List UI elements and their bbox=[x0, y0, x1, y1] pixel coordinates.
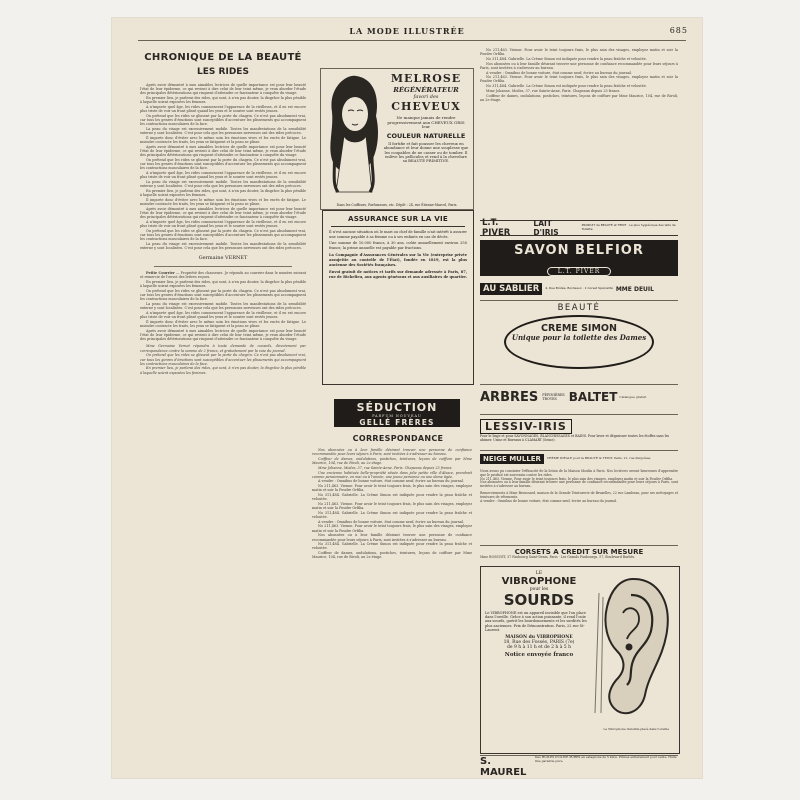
corsets-brand: CORSETS A CREDIT SUR MESURE bbox=[514, 548, 644, 556]
melrose-text2: Il fortifie et fait pousser les cheveux en abondance et leur donne une souplesse que les coupables de ne casser ou de tomber. Il enlève les pellicules et rend à la chevelure sa BEAUTÉ PRIMITIVE. bbox=[383, 140, 469, 164]
assurance-ad bbox=[322, 210, 474, 385]
vibro-caption: Le Vibrophone invisible placé dans l'oreille bbox=[603, 727, 669, 731]
assurance-p4: Envoi gratuit de notices et tarifs sur demande adressée à Paris, 87, rue de Richelieu, aux agents généraux et aux auxiliaires de quartier. bbox=[329, 270, 467, 279]
petit-courrier-heading: Petite Courrier bbox=[146, 271, 175, 276]
paragraph: On prétend que les rides se glissent par la porte du chagrin. Ce n'est pas absolument vrai, car tous les genres d'émotions sont susceptibles d'accentuer les plissements qui accompagnent les contractions musculaires de la face. bbox=[140, 289, 306, 302]
magazine-title: LA MODE ILLUSTRÉE bbox=[349, 26, 465, 36]
simon-top: BEAUTÉ bbox=[557, 303, 601, 313]
petit-courrier: Petite Courrier — Propriété des chasseurs. Je réponds au courrier dans le numéro suivant et remercie de l'envoi des lettres reçues. En premier lieu, je parlerai des rides, qui sont, à n'en pas douter, la disgrâce la plus pénible à laquelle soient exposées les femmes. On prétend que les rides se glissent par la porte du chagrin. Ce n'est pas absolument vrai, car tous les genres d'émotions sont susceptibles d'accentuer les plissements qui accompagnent les contractions musculaires de la face. La peau du visage est excessivement mobile. Toutes les manifestations de la sensibilité externe y sont localisées. C'est pour cela que les personnes nerveuses ont des rides précoces. A n'importe quel âge, les rides commencent l'apparence de la vieillesse, et il en est encore plus triste de voir un front plissé quand les yeux et le sourire sont restés jeunes. Il importe donc d'éviter avec le même soin les émotions vives et les excès de fatigue. Le moindre contracte les traits, les yeux se fatiguent et la peau se plisse. Après avoir démontré à mes aimables lectrices de quelle importance est pour leur beauté l'état de leur épiderme, ce qui revient à dire celui de leur teint même, je veux aborder l'étude des principales détériorations qui risquent d'atteindre ce fascinateur à conquête du visage. bbox=[140, 271, 307, 342]
melrose-brand: MELROSE bbox=[390, 72, 462, 85]
paragraph: Coiffeur de dames, ondulations, postiches, teintures, leçons de coiffure par Mme Maurice, 104, rue de Rivoli, au 2e étage. bbox=[480, 93, 678, 102]
paragraph: No 211,463. Vienne. Pour avoir le teint toujours frais, le plus sain des visages, employez matin et soir la Poudre Orfilia. bbox=[312, 524, 472, 533]
magazine-page bbox=[112, 18, 702, 778]
vibrophone-ad bbox=[480, 566, 680, 754]
seduction-brand: SÉDUCTION bbox=[356, 401, 438, 414]
paragraph: Après avoir démontré à mes aimables lectrices de quelle importance est pour leur beauté l'état de leur épiderme, ce qui revient à dire celui de leur teint même, je veux aborder l'étude des principales détériorations qui risquent d'atteindre ce fascinateur à conquête du visage. bbox=[140, 83, 306, 96]
vibro-pour: pour les bbox=[529, 587, 549, 592]
paragraph: En premier lieu, je parlerai des rides, qui sont, à n'en pas douter, la disgrâce la plus pénible à laquelle soient exposées les femmes. bbox=[140, 366, 306, 375]
paragraph: Nos abonnées ou à leur famille désirant trouver une personne de confiance recommandée pour leurs séjours à Paris, sont invitées à s'adresser au bureau. bbox=[480, 61, 678, 70]
arbres-name: BALTET bbox=[568, 390, 618, 404]
paragraph: Nous avons pu constater l'efficacité de la lotion de la Maison Moulin à Paris. Nos lectrices seront heureuses d'apprendre que le produit est souverain contre les rides. bbox=[480, 469, 678, 477]
maurel-ad bbox=[480, 755, 678, 782]
paragraph: No 211,463. Vienne. Pour avoir le teint toujours frais, le plus sain des visages, employez matin et soir la Poudre Orfilia. bbox=[312, 501, 472, 511]
chronique-signature: Germaine VERNET bbox=[198, 255, 248, 262]
paragraph: No 211,463. Vienne. Pour avoir le teint toujours frais, le plus sain des visages, employez matin et soir la Poudre Orfilia. bbox=[312, 484, 472, 493]
piver-note: PRODUIT de BEAUTÉ et TEINT · Le plus hygiénique des laits de Toilette bbox=[581, 223, 676, 231]
chronique-body bbox=[140, 83, 306, 250]
simon-tagline: Unique pour la toilette des Dames bbox=[511, 333, 647, 342]
piver-brand: L.T. PIVER bbox=[482, 218, 511, 238]
paragraph: En premier lieu, je parlerai des rides, qui sont, à n'en pas douter, la disgrâce la plus pénible à laquelle soient exposées les femmes. bbox=[140, 280, 306, 289]
paragraph: A vendre : Omnibus de bonne voiture, état comme neuf, écrire au bureau du journal. bbox=[318, 519, 464, 524]
paragraph: Nos abonnées ou à leur famille désirant trouver une personne de confiance recommandée pour leurs séjours à Paris, sont invitées à s'adresser au bureau. bbox=[312, 533, 472, 542]
conseils-notice bbox=[140, 344, 306, 374]
arbres-subs bbox=[542, 393, 565, 401]
maurel-text: Des HUILES D'OLIVE PURES en estagnons de 5 kilos. Primes entièrement pour vente. Huile fine garantie pure. bbox=[534, 755, 677, 763]
seduction-ad bbox=[334, 399, 460, 427]
assurance-p2: Une somme de 10.000 francs, à 30 ans, coûte annuellement environ 250 francs; la prime annuelle est payable par fractions. bbox=[329, 241, 467, 250]
sablier-ad bbox=[480, 282, 678, 296]
paragraph: A n'importe quel âge, les rides commencent l'apparence de la vieillesse, et il en est encore plus triste de voir un front plissé quand les yeux et le sourire sont restés jeunes. bbox=[140, 311, 306, 320]
page-number: 685 bbox=[669, 26, 688, 35]
paragraph: A vendre : Omnibus de bonne voiture, état comme neuf, écrire au bureau du journal. bbox=[318, 479, 464, 484]
chronique-title: CHRONIQUE DE LA BEAUTÉ bbox=[144, 52, 302, 63]
paragraph: Coiffeur de dames, ondulations, postiches, teintures, leçons de coiffure par Mme Maurice, 104, rue de Rivoli, au 2e étage. bbox=[312, 551, 472, 560]
paragraph: A vendre : Omnibus de bonne voiture, état comme neuf, écrire au bureau du journal. bbox=[480, 498, 618, 503]
misc-notices bbox=[480, 470, 678, 503]
vibro-notice: Notice envoyée franco bbox=[504, 652, 574, 659]
paragraph: Propriété des chasseurs. Je réponds au courrier dans le numéro suivant et remercie de l'envoi des lettres reçues. bbox=[140, 271, 307, 280]
sablier-name: MME DEUIL bbox=[615, 285, 654, 293]
seduction-sub: PARFUM NOUVEAU bbox=[372, 414, 422, 418]
seduction-maker: GELLÉ FRÈRES bbox=[359, 418, 435, 427]
simon-oval-frame bbox=[504, 315, 654, 369]
paragraph: No 311,484. Gabrielle. La Crème Simon est indiquée pour rendre la peau fraîche et veloutée. bbox=[312, 542, 472, 551]
piver-product: LAIT D'IRIS bbox=[533, 219, 559, 237]
paragraph: Mme Germaine Vernet répondra à toute demande de conseils, directement par correspondance contre la somme de 2 francs, et gratuitement par la voie du journal. bbox=[140, 344, 306, 353]
vibro-text: Le VIBROPHONE est un appareil invisible que l'on place dans l'oreille. Grâce à son action puissante, il rend l'ouïe aux sourds, guérit les bourdonnements et les surdités les plus anciennes. Prix de Démonstration. Paris, 22 rue St-Laurent. bbox=[485, 611, 587, 632]
vibro-le: LE bbox=[535, 571, 543, 576]
melrose-ad bbox=[320, 68, 474, 210]
paragraph: No 311,484. Gabrielle. La Crème Simon est indiquée pour rendre la peau fraîche et veloutée. bbox=[312, 510, 472, 520]
belfior-maker: L.T. PIVER bbox=[547, 267, 611, 276]
paragraph: On prétend que les rides se glissent par la porte du chagrin. Ce n'est pas absolument vrai, car tous les genres d'émotions sont susceptibles d'accentuer les plissements qui accompagnent les contractions musculaires de la face. bbox=[140, 228, 306, 242]
paragraph: Nos abonnées ou à leur famille désirant trouver une personne de confiance recommandée pour leurs séjours à Paris, sont invitées à s'adresser au bureau. bbox=[312, 448, 472, 457]
belfior-ad bbox=[480, 240, 678, 281]
paragraph: Remerciements à Mme Broussard, maison de la Grande Teinturerie de Bruxelles, 22 rue Lambeau, pour ses nettoyages et teintures de vêtements. bbox=[480, 490, 678, 499]
divider bbox=[331, 226, 465, 227]
vibro-hours: de 9 h à 11 h et de 2 h à 5 h bbox=[507, 645, 571, 651]
paragraph: A n'importe quel âge, les rides commencent l'apparence de la vieillesse, et il en est encore plus triste de voir un front plissé quand les yeux et le sourire sont restés jeunes. bbox=[140, 105, 306, 114]
paragraph: Il importe donc d'éviter avec le même soin les émotions vives et les excès de fatigue. Le moindre contracte les traits, les yeux se fatiguent et la peau se plisse. bbox=[140, 135, 306, 145]
vibro-sourds: SOURDS bbox=[503, 591, 575, 609]
correspondance-title: CORRESPONDANCE bbox=[352, 434, 444, 443]
page-header bbox=[112, 26, 702, 40]
column-correspondance bbox=[312, 448, 472, 560]
paragraph: A n'importe quel âge, les rides commencent l'apparence de la vieillesse, et il en est encore plus triste de voir un front plissé quand les yeux et le sourire sont restés jeunes. bbox=[140, 171, 306, 180]
melrose-line4: COULEUR NATURELLE bbox=[386, 131, 466, 140]
paragraph: No 311,484. Gabrielle. La Crème Simon est indiquée pour rendre la peau fraîche et veloutée. bbox=[312, 493, 472, 502]
paragraph: On prétend que les rides se glissent par la porte du chagrin. Ce n'est pas absolument vrai, car tous les genres d'émotions sont susceptibles d'accentuer les plissements qui accompagnent les contractions musculaires de la face. bbox=[140, 353, 306, 366]
vibro-brand: VIBROPHONE bbox=[501, 576, 577, 587]
arbres-brand: ARBRES bbox=[480, 389, 539, 405]
paragraph: La peau du visage est excessivement mobile. Toutes les manifestations de la sensibilité externe y sont localisées. C'est pour cela que les personnes nerveuses ont des rides précoces. bbox=[140, 241, 306, 251]
column-right-text bbox=[480, 48, 678, 102]
belfior-brand: SAVON BELFIOR bbox=[514, 243, 644, 258]
paragraph: On prétend que les rides se glissent par la porte du chagrin. Ce n'est pas absolument vrai, car tous les genres d'émotions sont susceptibles d'accentuer les plissements qui accompagnent les contractions musculaires de la face. bbox=[140, 157, 306, 171]
paragraph: En premier lieu, je parlerai des rides, qui sont, à n'en pas douter, la disgrâce la plus pénible à laquelle soient exposées les femmes. bbox=[140, 188, 306, 198]
vibro-address: 18, Rue des Fossés, PARIS (7e) bbox=[503, 640, 575, 646]
paragraph: A n'importe quel âge, les rides commencent l'apparence de la vieillesse, et il en est encore plus triste de voir un front plissé quand les yeux et le sourire sont restés jeunes. bbox=[140, 219, 306, 228]
piver-lait-ad bbox=[480, 220, 678, 236]
paragraph: No 211,463. Vienne. Pour avoir le teint toujours frais, le plus sain des visages, employez matin et soir la Poudre Orfilia. bbox=[480, 476, 674, 481]
sablier-brand: AU SABLIER bbox=[480, 283, 542, 295]
arbres-ad bbox=[480, 384, 678, 409]
woman-portrait-illustration bbox=[324, 72, 382, 194]
sablier-address: 4, Rue Brûlée, Bordeaux · 1 Corset Spécialité bbox=[545, 286, 613, 291]
arbres-sub1: PÉPINIÈRES bbox=[542, 393, 565, 397]
belfior-city: PARIS bbox=[570, 277, 588, 281]
corsets-ad bbox=[480, 545, 678, 560]
melrose-line2: favori des bbox=[413, 94, 439, 100]
paragraph: Après avoir démontré à mes aimables lectrices de quelle importance est pour leur beauté l'état de leur épiderme, ce qui revient à dire celui de leur teint même, je veux aborder l'étude des principales détériorations qui risquent d'atteindre ce fascinateur à conquête du visage. bbox=[140, 144, 306, 158]
creme-simon-ad bbox=[480, 300, 678, 371]
column-chronique bbox=[140, 48, 306, 375]
lessiv-text: Pour le linge et pour SAVONNAGES, BLANCHISSAGES et BAINS. Pour laver et dégraisser toutes les étoffes sans les abimer. Usine et Bureaux à CLAMART (Seine). bbox=[480, 434, 670, 442]
paragraph: La peau du visage est excessivement mobile. Toutes les manifestations de la sensibilité externe y sont localisées. C'est pour cela que les personnes nerveuses ont des rides précoces. bbox=[140, 302, 306, 311]
melrose-footer: Dans les Coiffeurs, Parfumeurs, etc. Dépôt : 24, rue Étienne-Marcel, Paris. bbox=[336, 203, 458, 207]
corsets-text: Mme BOSSUET, 57 Faubourg Saint-Denis, Paris · Les Grands Faubourgs, 57, Boulevard Barbès. bbox=[480, 555, 636, 559]
divider bbox=[154, 266, 292, 267]
paragraph: No 211,463. Vienne. Pour avoir le teint toujours frais, le plus sain des visages, employez matin et soir la Poudre Orfilia. bbox=[480, 48, 678, 57]
lessiv-iris-ad bbox=[480, 414, 678, 445]
paragraph: A vendre : Omnibus de bonne voiture, état comme neuf, écrire au bureau du journal. bbox=[486, 70, 632, 75]
paragraph: Après avoir démontré à mes aimables lectrices de quelle importance est pour leur beauté l'état de leur épiderme, ce qui revient à dire celui de leur teint même, je veux aborder l'étude des principales détériorations qui risquent d'atteindre ce fascinateur à conquête du visage. bbox=[140, 206, 306, 220]
paragraph: No 311,484. Gabrielle. La Crème Simon est indiquée pour rendre la peau fraîche et veloutée. bbox=[486, 56, 647, 61]
vibro-maison: MAISON du VIBROPHONE bbox=[505, 635, 573, 641]
ear-illustration bbox=[593, 573, 673, 723]
right-column-body bbox=[480, 48, 678, 102]
lessiv-brand: LESSIV-IRIS bbox=[480, 419, 572, 434]
paragraph: Mme Johanne, Modes, 37, rue Sainte-Anne, Paris. Chapeaux depuis 25 francs. bbox=[486, 88, 621, 93]
paragraph: Une ancienne habituée belle-propriété située dans jolie petite ville d'Alsace, prendrait comme pensionnaire, en mai ou à l'année, une jeune personne ou une dame âgée. bbox=[312, 470, 472, 479]
paragraph: En premier lieu, je parlerai des rides, qui sont, à n'en pas douter, la disgrâce la plus pénible à laquelle soient exposées les femmes. bbox=[140, 96, 306, 105]
assurance-p3: La Compagnie d'Assurances Générales sur la Vie (entreprise privée assujettie au contrôle de l'État), fondée en 1819, est la plus ancienne des Sociétés françaises. bbox=[329, 253, 467, 267]
chronique-subtitle: LES RIDES bbox=[197, 67, 249, 77]
neige-muller-ad bbox=[480, 450, 678, 467]
muller-brand: NEIGE MULLER bbox=[480, 454, 544, 464]
correspondance-body bbox=[312, 448, 472, 560]
assurance-title: ASSURANCE SUR LA VIE bbox=[347, 214, 449, 223]
paragraph: Il importe donc d'éviter avec le même soin les émotions vives et les excès de fatigue. Le moindre contracte les traits, les yeux se fatiguent et la peau se plisse. bbox=[140, 319, 306, 329]
melrose-text1: Ne manque jamais de rendre progressivement aux CHEVEUX GRIS leur bbox=[387, 115, 465, 130]
paragraph: Il importe donc d'éviter avec le même soin les émotions vives et les excès de fatigue. Le moindre contracte les traits, les yeux se fatiguent et la peau se plisse. bbox=[140, 197, 306, 206]
paragraph: Après avoir démontré à mes aimables lectrices de quelle importance est pour leur beauté l'état de leur épiderme, ce qui revient à dire celui de leur teint même, je veux aborder l'étude des principales détériorations qui risquent d'atteindre ce fascinateur à conquête du visage. bbox=[140, 328, 306, 342]
paragraph: Coiffeur de dames, ondulations, postiches, teintures, leçons de coiffure par Mme Maurice, 104, rue de Rivoli, au 2e étage. bbox=[312, 456, 472, 466]
paragraph: La peau du visage est excessivement mobile. Toutes les manifestations de la sensibilité externe y sont localisées. C'est pour cela que les personnes nerveuses ont des rides précoces. bbox=[140, 127, 306, 136]
header-rule bbox=[138, 40, 686, 41]
paragraph: No 211,463. Vienne. Pour avoir le teint toujours frais, le plus sain des visages, employez matin et soir la Poudre Orfilia. bbox=[480, 75, 678, 84]
melrose-line1: RÉGÉNÉRATEUR bbox=[393, 86, 459, 94]
maurel-brand: S. MAUREL bbox=[480, 756, 527, 778]
melrose-line3: CHEVEUX bbox=[391, 100, 461, 113]
paragraph: On prétend que les rides se glissent par la porte du chagrin. Ce n'est pas absolument vrai, car tous les genres d'émotions sont susceptibles d'accentuer les plissements qui accompagnent les contractions musculaires de la face. bbox=[140, 113, 306, 127]
assurance-p1: Il n'est aucune situation où le mari ou chef de famille n'ait intérêt à assurer une somme payable à sa femme ou à ses enfants en cas de décès. bbox=[329, 230, 468, 239]
paragraph: Nos abonnées ou à leur famille désirant trouver une personne de confiance recommandée pour leurs séjours à Paris, sont invitées à s'adresser au bureau. bbox=[480, 480, 678, 489]
paragraph: La peau du visage est excessivement mobile. Toutes les manifestations de la sensibilité externe y sont localisées. C'est pour cela que les personnes nerveuses ont des rides précoces. bbox=[140, 179, 306, 189]
arbres-sub2: TROYES bbox=[542, 397, 557, 401]
muller-text: CRÈME IDÉALE pour la BEAUTÉ & TEINT. Paris, 21, rue Pergolèse. bbox=[546, 456, 652, 461]
paragraph: No 311,484. Gabrielle. La Crème Simon est indiquée pour rendre la peau fraîche et veloutée. bbox=[486, 84, 647, 89]
simon-brand: CREME SIMON bbox=[541, 323, 617, 334]
paragraph: Mme Johanne, Modes, 37, rue Sainte-Anne, Paris. Chapeaux depuis 25 francs. bbox=[318, 465, 453, 470]
arbres-note: Catalogue gratuit bbox=[619, 395, 647, 399]
